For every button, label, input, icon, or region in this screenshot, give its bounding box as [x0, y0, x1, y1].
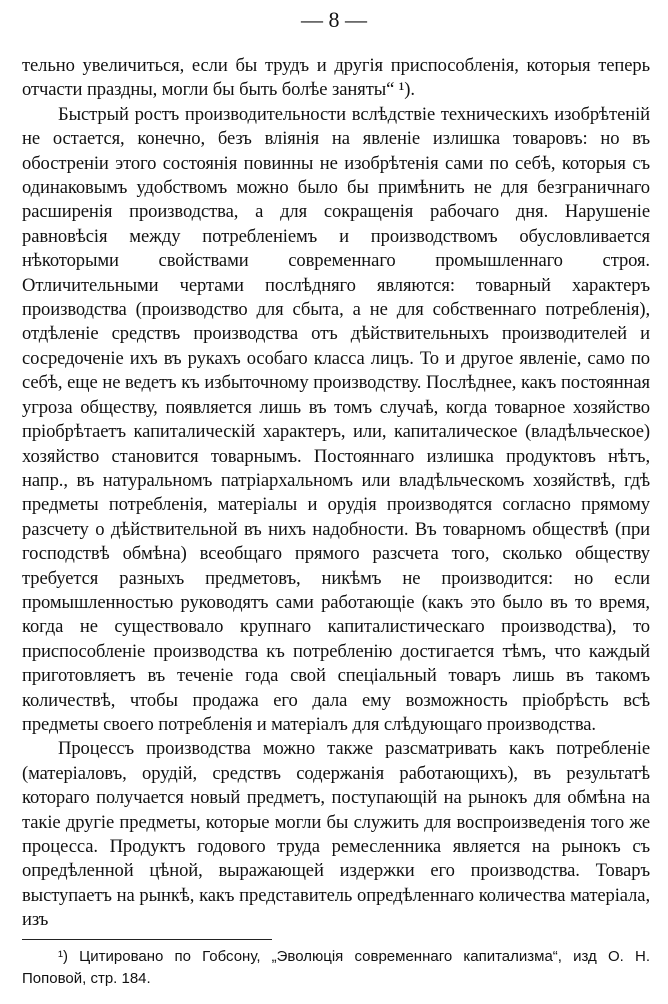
- paragraph-production-process: Процессъ производства можно также разсматривать какъ потребленіе (матеріаловъ, орудій, средствъ содержанія работающихъ), въ результатѣ котораго получается новый предметъ, поступающій на рынокъ для обмѣна на такіе другіе предметы, которые могли бы служить для воспроизведенія того же процесса. Продуктъ годового труда ремесленника является на рынокъ съ опредѣленной цѣной, выражающей издержки его производства. Товаръ выступаетъ на рынкѣ, какъ представитель опредѣленнаго количества матеріала, изъ: [22, 738, 650, 931]
- body-text: [22, 54, 650, 933]
- footnote-divider: [22, 939, 272, 940]
- footnote-text: ¹) Цитировано по Гобсону, „Эволюція современнаго капитализма“, изд О. Н. Поповой, стр. 184.: [22, 948, 650, 987]
- paragraph-continuation: тельно увеличиться, если бы трудъ и другія приспособленія, которыя теперь отчасти праздны, могли бы быть болѣе заняты“ ¹).: [22, 55, 650, 101]
- paragraph-technical-inventions: Быстрый ростъ производительности вслѣдствіе техническихъ изобрѣтеній не остается, конечно, безъ вліянія на явленіе излишка товаровъ: но въ обостреніи этого состоянія повинны не изобрѣтенія сами по себѣ, которыя съ одинаковымъ удобствомъ можно было бы примѣнить не для безграничнаго расширенія производства, а для сокращенія рабочаго дня. Нарушеніе равновѣсія между потребленіемъ и производствомъ обусловливается нѣкоторыми свойствами современнаго промышленнаго строя. Отличительными чертами послѣдняго являются: товарный характеръ производства (производство для сбыта, а не для собственнаго потребленія), отдѣленіе средствъ производства отъ дѣйствительныхъ производителей и сосредоченіе ихъ въ рукахъ особаго класса лицъ. То и другое явленіе, само по себѣ, еще не ведетъ къ избыточному производству. Послѣднее, какъ постоянная угроза обществу, появляется лишь въ томъ случаѣ, когда товарное хозяйство пріобрѣтаетъ капиталическій характеръ, или, капиталическое (владѣльческое) хозяйство становится товарнымъ. Постояннаго излишка продуктовъ нѣтъ, напр., въ натуральномъ патріархальномъ или владѣльческомъ хозяйствѣ, гдѣ предметы потребленія, матеріалы и орудія производятся согласно прямому разсчету о дѣйствительной въ нихъ надобности. Въ товарномъ обществѣ (при господствѣ обмѣна) всеобщаго прямого разсчета того, сколько обществу требуется разныхъ предметовъ, никѣмъ не производится: но если промышленностью руководятъ сами работающіе (какъ это было въ то время, когда не существовало крупнаго капиталистическаго производства), то приспособленіе производства къ потребленію достигается тѣмъ, что каждый приготовляетъ въ теченіе года свой спеціальный товаръ лишь въ такомъ количествѣ, чтобы продажа его дала ему возможность пріобрѣсть всѣ предметы своего потребленія и матеріалъ для слѣдующаго производства.: [22, 103, 650, 735]
- footnote: [22, 946, 650, 990]
- page-number: — 8 —: [301, 7, 367, 32]
